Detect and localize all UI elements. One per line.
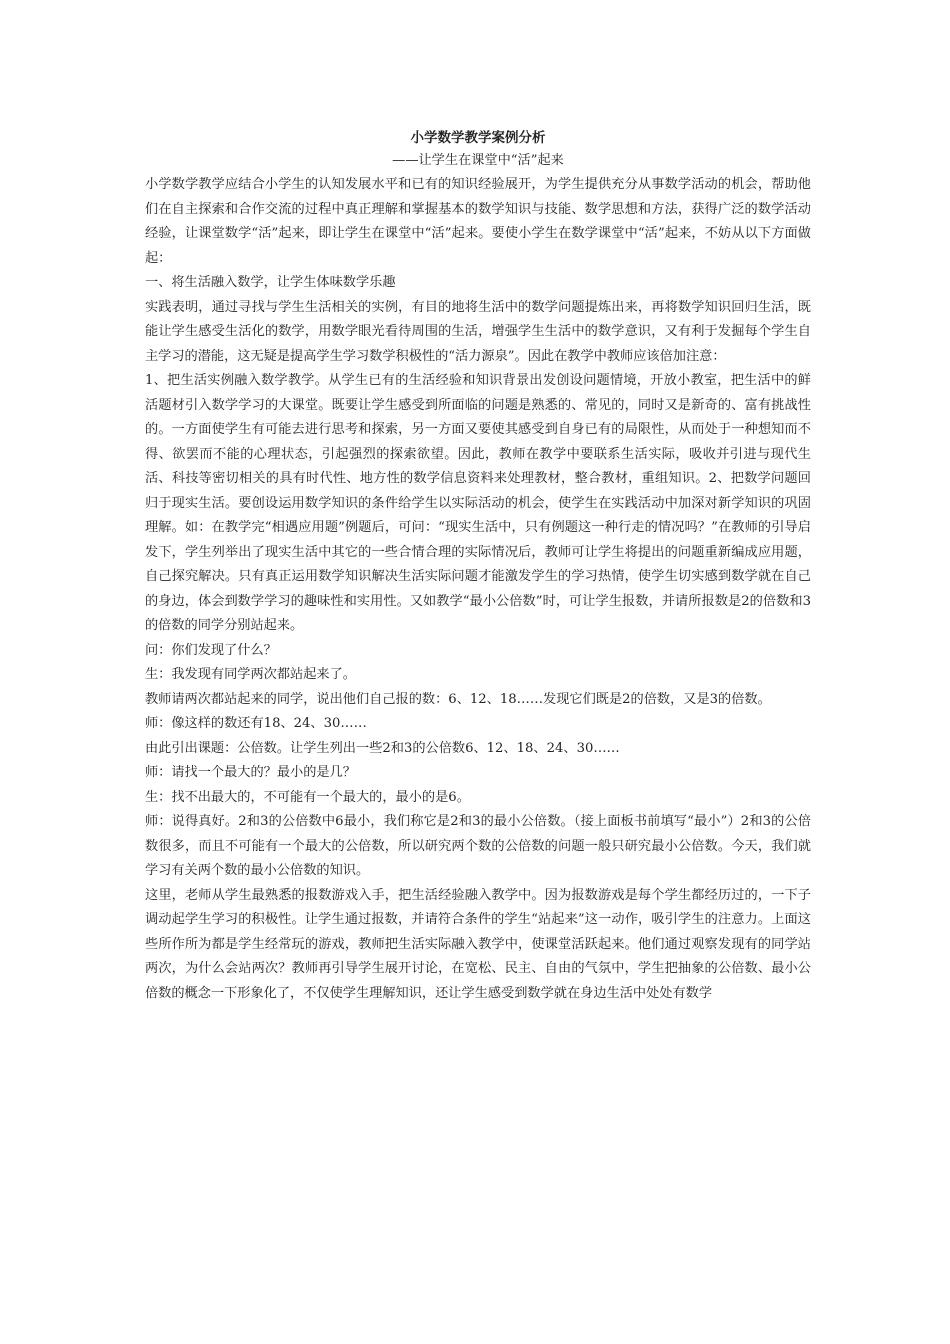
body-paragraph: 师：说得真好。2和3的公倍数中6最小，我们称它是2和3的最小公倍数。（接上面板书前填写“最小”）2和3的公倍数很多，而且不可能有一个最大的公倍数，所以研究两个数的公倍数的问题一般只研究最小公倍数。今天，我们就学习有关两个数的最小公倍数的知识。 — [145, 814, 811, 878]
document-title: 小学数学教学案例分析 — [410, 130, 546, 146]
dialogue-line: 生：我发现有同学两次都站起来了。 — [145, 667, 356, 682]
body-paragraph: 实践表明，通过寻找与学生生活相关的实例，有目的地将生活中的数学问题提炼出来，再将数学知识回归生活，既能让学生感受生活化的数学，用数学眼光看待周围的生活，增强学生生活中的数学意识，又有利于发掘每个学生自主学习的潜能，这无疑是提高学生学习数学积极性的“活力源泉”。因此在教学中教师应该倍加注意： — [145, 299, 811, 364]
dialogue-line: 师：像这样的数还有18、24、30…… — [145, 716, 367, 731]
document-subtitle: ——让学生在课堂中“活”起来 — [392, 153, 564, 168]
dialogue-line: 生：找不出最大的，不可能有一个最大的，最小的是6。 — [145, 789, 470, 805]
body-paragraph: 1、把生活实例融入数学教学。从学生已有的生活经验和知识背景出发创设问题情境，开放小教室，把生活中的鲜活题材引入数学学习的大课堂。既要让学生感受到所面临的问题是熟悉的、常见的，同时又是新奇的、富有挑战性的。一方面使学生有可能去进行思考和探索，另一方面又要使其感受到自身已有的局限性，从而处于一种想知而不得、欲罢而不能的心理状态，引起强烈的探索欲望。因此，教师在教学中要联系生活实际，吸收并引进与现代生活、科技等密切相关的具有时代性、地方性的数学信息资料来处理教材，整合教材，重组知识。2、把数学问题回归于现实生活。要创设运用数学知识的条件给学生以实际活动的机会，使学生在实践活动中加深对新学知识的巩固理解。如：在教学完“相遇应用题”例题后，可问：“现实生活中，只有例题这一种行走的情况吗？”在教师的引导启发下，学生列举出了现实生活中其它的一些合情合理的实际情况后，教师可让学生将提出的问题重新编成应用题，自己探究解决。只有真正运用数学知识解决生活实际问题才能激发学生的学习热情，使学生切实感到数学就在自己的身边，体会到数学学习的趣味性和实用性。又如教学“最小公倍数”时，可让学生报数，并请所报数是2的倍数和3的倍数的同学分别站起来。 — [145, 373, 811, 633]
dialogue-line: 问：你们发现了什么？ — [145, 642, 277, 658]
dialogue-line: 师：请找一个最大的？最小的是几？ — [145, 765, 356, 780]
intro-paragraph: 小学数学教学应结合小学生的认知发展水平和已有的知识经验展开，为学生提供充分从事数学活动的机会，帮助他们在自主探索和合作交流的过程中真正理解和掌握基本的数学知识与技能、数学思想和方法，获得广泛的数学活动经验，让课堂数学“活”起来，即让学生在课堂中“活”起来。要使小学生在数学课堂中“活”起来，不妨从以下方面做起： — [145, 177, 811, 266]
body-paragraph: 这里，老师从学生最熟悉的报数游戏入手，把生活经验融入教学中。因为报数游戏是每个学生都经历过的，一下子调动起学生学习的积极性。让学生通过报数，并请符合条件的学生“站起来”这一动作，吸引学生的注意力。上面这些所作所为都是学生经常玩的游戏，教师把生活实际融入教学中，使课堂活跃起来。他们通过观察发现有的同学站两次，为什么会站两次？教师再引导学生展开讨论，在宽松、民主、自由的气氛中，学生把抽象的公倍数、最小公倍数的概念一下形象化了，不仅使学生理解知识，还让学生感受到数学就在身边生活中处处有数学 — [145, 887, 811, 1001]
document-page — [145, 127, 811, 1006]
dialogue-line: 由此引出课题：公倍数。让学生列出一些2和3的公倍数6、12、18、24、30…… — [145, 740, 620, 756]
section-heading: 一、将生活融入数学，让学生体味数学乐趣 — [145, 275, 396, 290]
dialogue-line: 教师请两次都站起来的同学，说出他们自己报的数：6、12、18……发现它们既是2的倍数，又是3的倍数。 — [145, 691, 771, 707]
